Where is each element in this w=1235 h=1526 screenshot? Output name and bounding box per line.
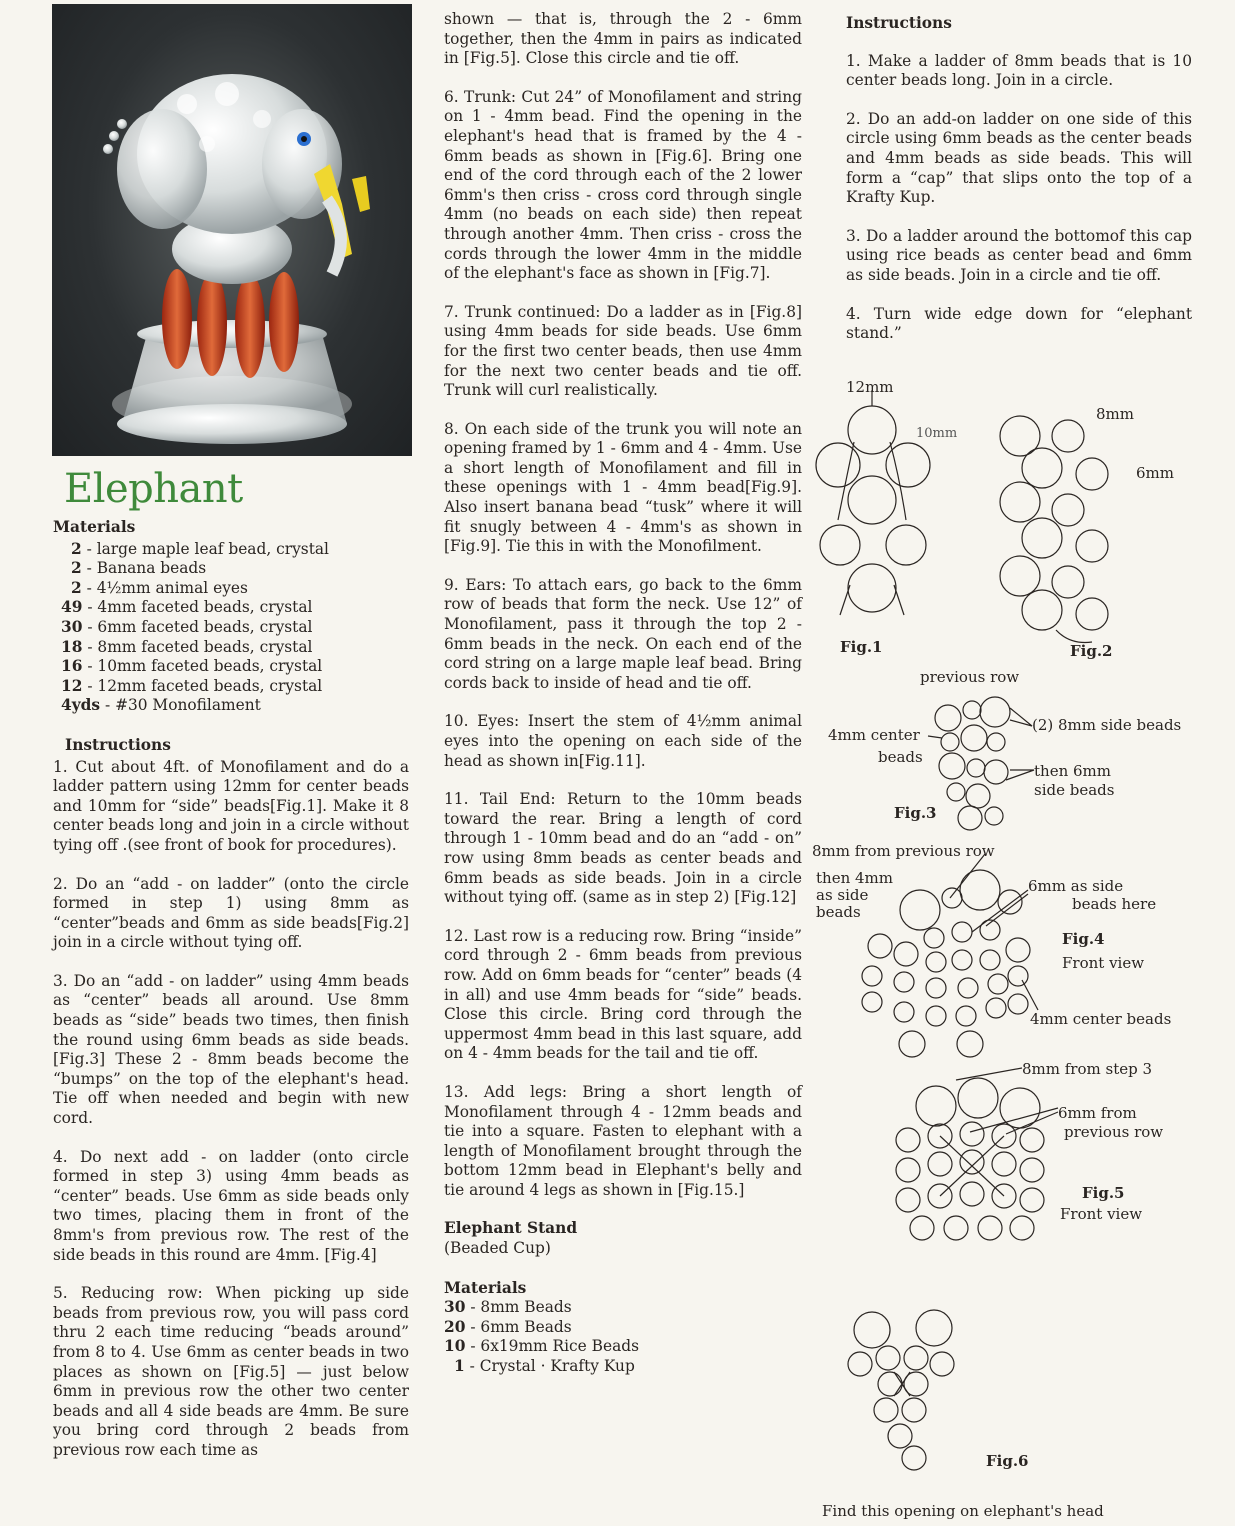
page-title: Elephant	[64, 466, 243, 512]
step-3: 3. Do an “add - on ladder” using 4mm beads as “center” beads all around. Use 8mm beads as “side” beads two times, then finish the round using 6mm beads as side beads.[Fig.3] These 2 - 8mm beads become the “bumps” on the top of the elephant's head. Tie off when needed and begin with new cord.	[53, 971, 409, 1128]
fig5-8mm-label: 8mm from step 3	[1022, 1060, 1153, 1078]
figures-area	[810, 370, 1230, 1526]
list-item: 2 - large maple leaf bead, crystal	[71, 539, 329, 558]
fig3-previous-row: previous row	[920, 668, 1020, 686]
fig4-beads-here-label: beads here	[1072, 895, 1157, 913]
step-12: 12. Last row is a reducing row. Bring “inside” cord through 2 - 6mm beads from previous row. Add on 6mm beads for “center” beads (4 in all) and use 4mm beads for “side” beads. Close this circle. Bring cord through the uppermost 4mm bead in this last square, add on 4 - 4mm beads for the tail and tie off.	[444, 926, 802, 1063]
fig1-label-12mm: 12mm	[846, 378, 894, 396]
list-item: 4yds - #30 Monofilament	[61, 696, 261, 715]
step-5: 5. Reducing row: When picking up side beads from previous row, you will pass cord thru 2 each time reducing “beads around” from 8 to 4. Use 6mm as center beads in two places as shown on [Fig.5] — just below 6mm in previous row the other two center beads and all 4 side beads are 4mm. Be sure you bring cord through 2 beads from previous row each time as	[53, 1284, 409, 1459]
fig1-diagram	[816, 390, 930, 615]
step-8: 8. On each side of the trunk you will note an opening framed by 1 - 6mm and 4 - 4mm. Use a short length of Monofilament and fill in these openings with 1 - 4mm bead[Fig.9]. Also insert banana bead “tusk” where it will fit snugly between 4 - 4mm's as shown in [Fig.9]. Tie this in with the Monofilment.	[444, 419, 802, 556]
fig3-diagram	[928, 697, 1034, 830]
step-10: 10. Eyes: Insert the stem of 4½mm animal eyes into the opening on each side of the head as shown in[Fig.11].	[444, 712, 802, 770]
materials-list	[61, 540, 409, 716]
list-item: 49 - 4mm faceted beads, crystal	[61, 598, 313, 617]
fig4-prev-row-label: 8mm from previous row	[812, 842, 995, 860]
fig3-caption: Fig.3	[894, 804, 937, 822]
step-7: 7. Trunk continued: Do a ladder as in [Fig.8] using 4mm beads for side beads. Use 6mm for the first two center beads, then use 4mm for the next two center beads and tie off. Trunk will curl realistically.	[444, 302, 802, 400]
step-5-cont: shown — that is, through the 2 - 6mm together, then the 4mm in pairs as indicated in [Fig.5]. Close this circle and tie off.	[444, 10, 802, 68]
list-item: 10 - 6x19mm Rice Beads	[444, 1337, 640, 1356]
fig1-caption: Fig.1	[840, 638, 883, 656]
column-3	[846, 14, 1192, 344]
list-item: 12 - 12mm faceted beads, crystal	[61, 676, 323, 695]
fig1-label-10mm: 10mm	[916, 426, 958, 441]
stand-materials-list	[444, 1298, 802, 1376]
fig3-side-beads-label: (2) 8mm side beads	[1032, 716, 1182, 734]
fig2-label-6mm: 6mm	[1136, 464, 1174, 482]
step-1: 1. Cut about 4ft. of Monofilament and do a ladder pattern using 12mm for center beads and 10mm for “side” beads[Fig.1]. Make it 8 center beads long and join in a circle without tying off .(see front of book for procedures).	[53, 757, 409, 854]
step-6: 6. Trunk: Cut 24” of Monofilament and string on 1 - 4mm bead. Find the opening in the elephant's head that is framed by the 4 - 6mm beads as shown in [Fig.6]. Bring one end of the cord through each of the 2 lower 6mm's then criss - cross cord through single 4mm (no beads on each side) then repeat through another 4mm. Then criss - cross the cords through the lower 4mm in the middle of the elephant's face as shown in [Fig.7].	[444, 87, 802, 283]
list-item: 2 - Banana beads	[71, 559, 207, 578]
fig4-front-view: Front view	[1062, 954, 1145, 972]
fig5-caption: Fig.5	[1082, 1184, 1125, 1202]
fig4-beads-label: beads	[816, 903, 861, 921]
fig3-then-label: then 6mm	[1034, 762, 1111, 780]
instructions-heading: Instructions	[65, 735, 171, 754]
stand-step-2: 2. Do an add-on ladder on one side of this circle using 6mm beads as the center beads and 4mm beads as side beads. This will form a “cap” that slips onto the top of a Krafty Kup.	[846, 109, 1192, 207]
step-2: 2. Do an “add - on ladder” (onto the circle formed in step 1) using 8mm as “center”beads and 6mm as side beads[Fig.2] join in a circle without tying off.	[53, 874, 409, 952]
fig3-side-label: side beads	[1034, 781, 1115, 799]
materials-heading: Materials	[53, 518, 136, 536]
stand-materials-heading: Materials	[444, 1278, 527, 1297]
step-4: 4. Do next add - on ladder (onto circle formed in step 3) using 4mm beads as “center” beads. Use 6mm as side beads only two times, placing them in front of the 8mm's from previous row. The rest of the side beads in this round are 4mm. [Fig.4]	[53, 1147, 409, 1264]
fig5-front-view: Front view	[1060, 1205, 1143, 1223]
list-item: 2 - 4½mm animal eyes	[71, 578, 248, 597]
stand-subheading: (Beaded Cup)	[444, 1239, 551, 1258]
fig4-caption: Fig.4	[1062, 930, 1105, 948]
fig4-then-label: then 4mm	[816, 869, 893, 887]
list-item: 30 - 6mm faceted beads, crystal	[61, 617, 313, 636]
column-2	[444, 10, 802, 1377]
list-item: 30 - 8mm Beads	[444, 1298, 572, 1317]
elephant-illustration	[52, 4, 412, 456]
fig5-diagram	[896, 1068, 1058, 1240]
list-item: 20 - 6mm Beads	[444, 1317, 572, 1336]
stand-step-1: 1. Make a ladder of 8mm beads that is 10 center beads long. Join in a circle.	[846, 51, 1192, 90]
list-item: 18 - 8mm faceted beads, crystal	[61, 637, 313, 656]
fig3-center-label: 4mm center	[828, 726, 920, 744]
step-9: 9. Ears: To attach ears, go back to the 6mm row of beads that form the neck. Use 12” of Monofilament, pass it through the top 2 - 6mm beads in the neck. On each end of the cord string on a large maple leaf bead. Bring cords back to inside of head and tie off.	[444, 575, 802, 692]
step-13: 13. Add legs: Bring a short length of Monofilament through 4 - 12mm beads and tie into a square. Fasten to elephant with a length of Monofilament brought through the bottom 12mm bead in Elephant's belly and tie around 4 legs as shown in [Fig.15.]	[444, 1082, 802, 1199]
fig5-6mm-label: 6mm from	[1058, 1104, 1137, 1122]
fig2-label-8mm: 8mm	[1096, 405, 1134, 423]
fig6-note: Find this opening on elephant's head	[822, 1502, 1104, 1520]
fig2-caption: Fig.2	[1070, 642, 1113, 660]
fig4-6mm-label: 6mm as side	[1028, 877, 1124, 895]
stand-step-3: 3. Do a ladder around the bottomof this cap using rice beads as center bead and 6mm as side beads. Join in a circle and tie off.	[846, 226, 1192, 284]
fig6-diagram	[848, 1310, 954, 1470]
list-item: 1 - Crystal · Krafty Kup	[454, 1357, 635, 1376]
fig3-beads-label: beads	[878, 748, 923, 766]
stand-instructions-heading: Instructions	[846, 14, 952, 32]
stand-heading: Elephant Stand	[444, 1219, 578, 1238]
list-item: 16 - 10mm faceted beads, crystal	[61, 657, 323, 676]
bead-diagrams	[810, 370, 1230, 1526]
stand-step-4: 4. Turn wide edge down for “elephant stand.”	[846, 304, 1192, 343]
fig4-center-beads-label: 4mm center beads	[1030, 1010, 1172, 1028]
elephant-photo	[52, 4, 412, 456]
fig6-caption: Fig.6	[986, 1452, 1029, 1470]
step-11: 11. Tail End: Return to the 10mm beads toward the rear. Bring a length of cord through 1 - 10mm bead and do an “add - on” row using 8mm beads as center beads and 6mm beads as side beads. Join in a circle without tying off. (same as in step 2) [Fig.12]	[444, 790, 802, 907]
fig2-diagram	[1000, 416, 1108, 643]
fig4-as-side-label: as side	[816, 886, 869, 904]
column-1	[53, 518, 409, 1461]
fig5-previous-row-label: previous row	[1064, 1123, 1164, 1141]
